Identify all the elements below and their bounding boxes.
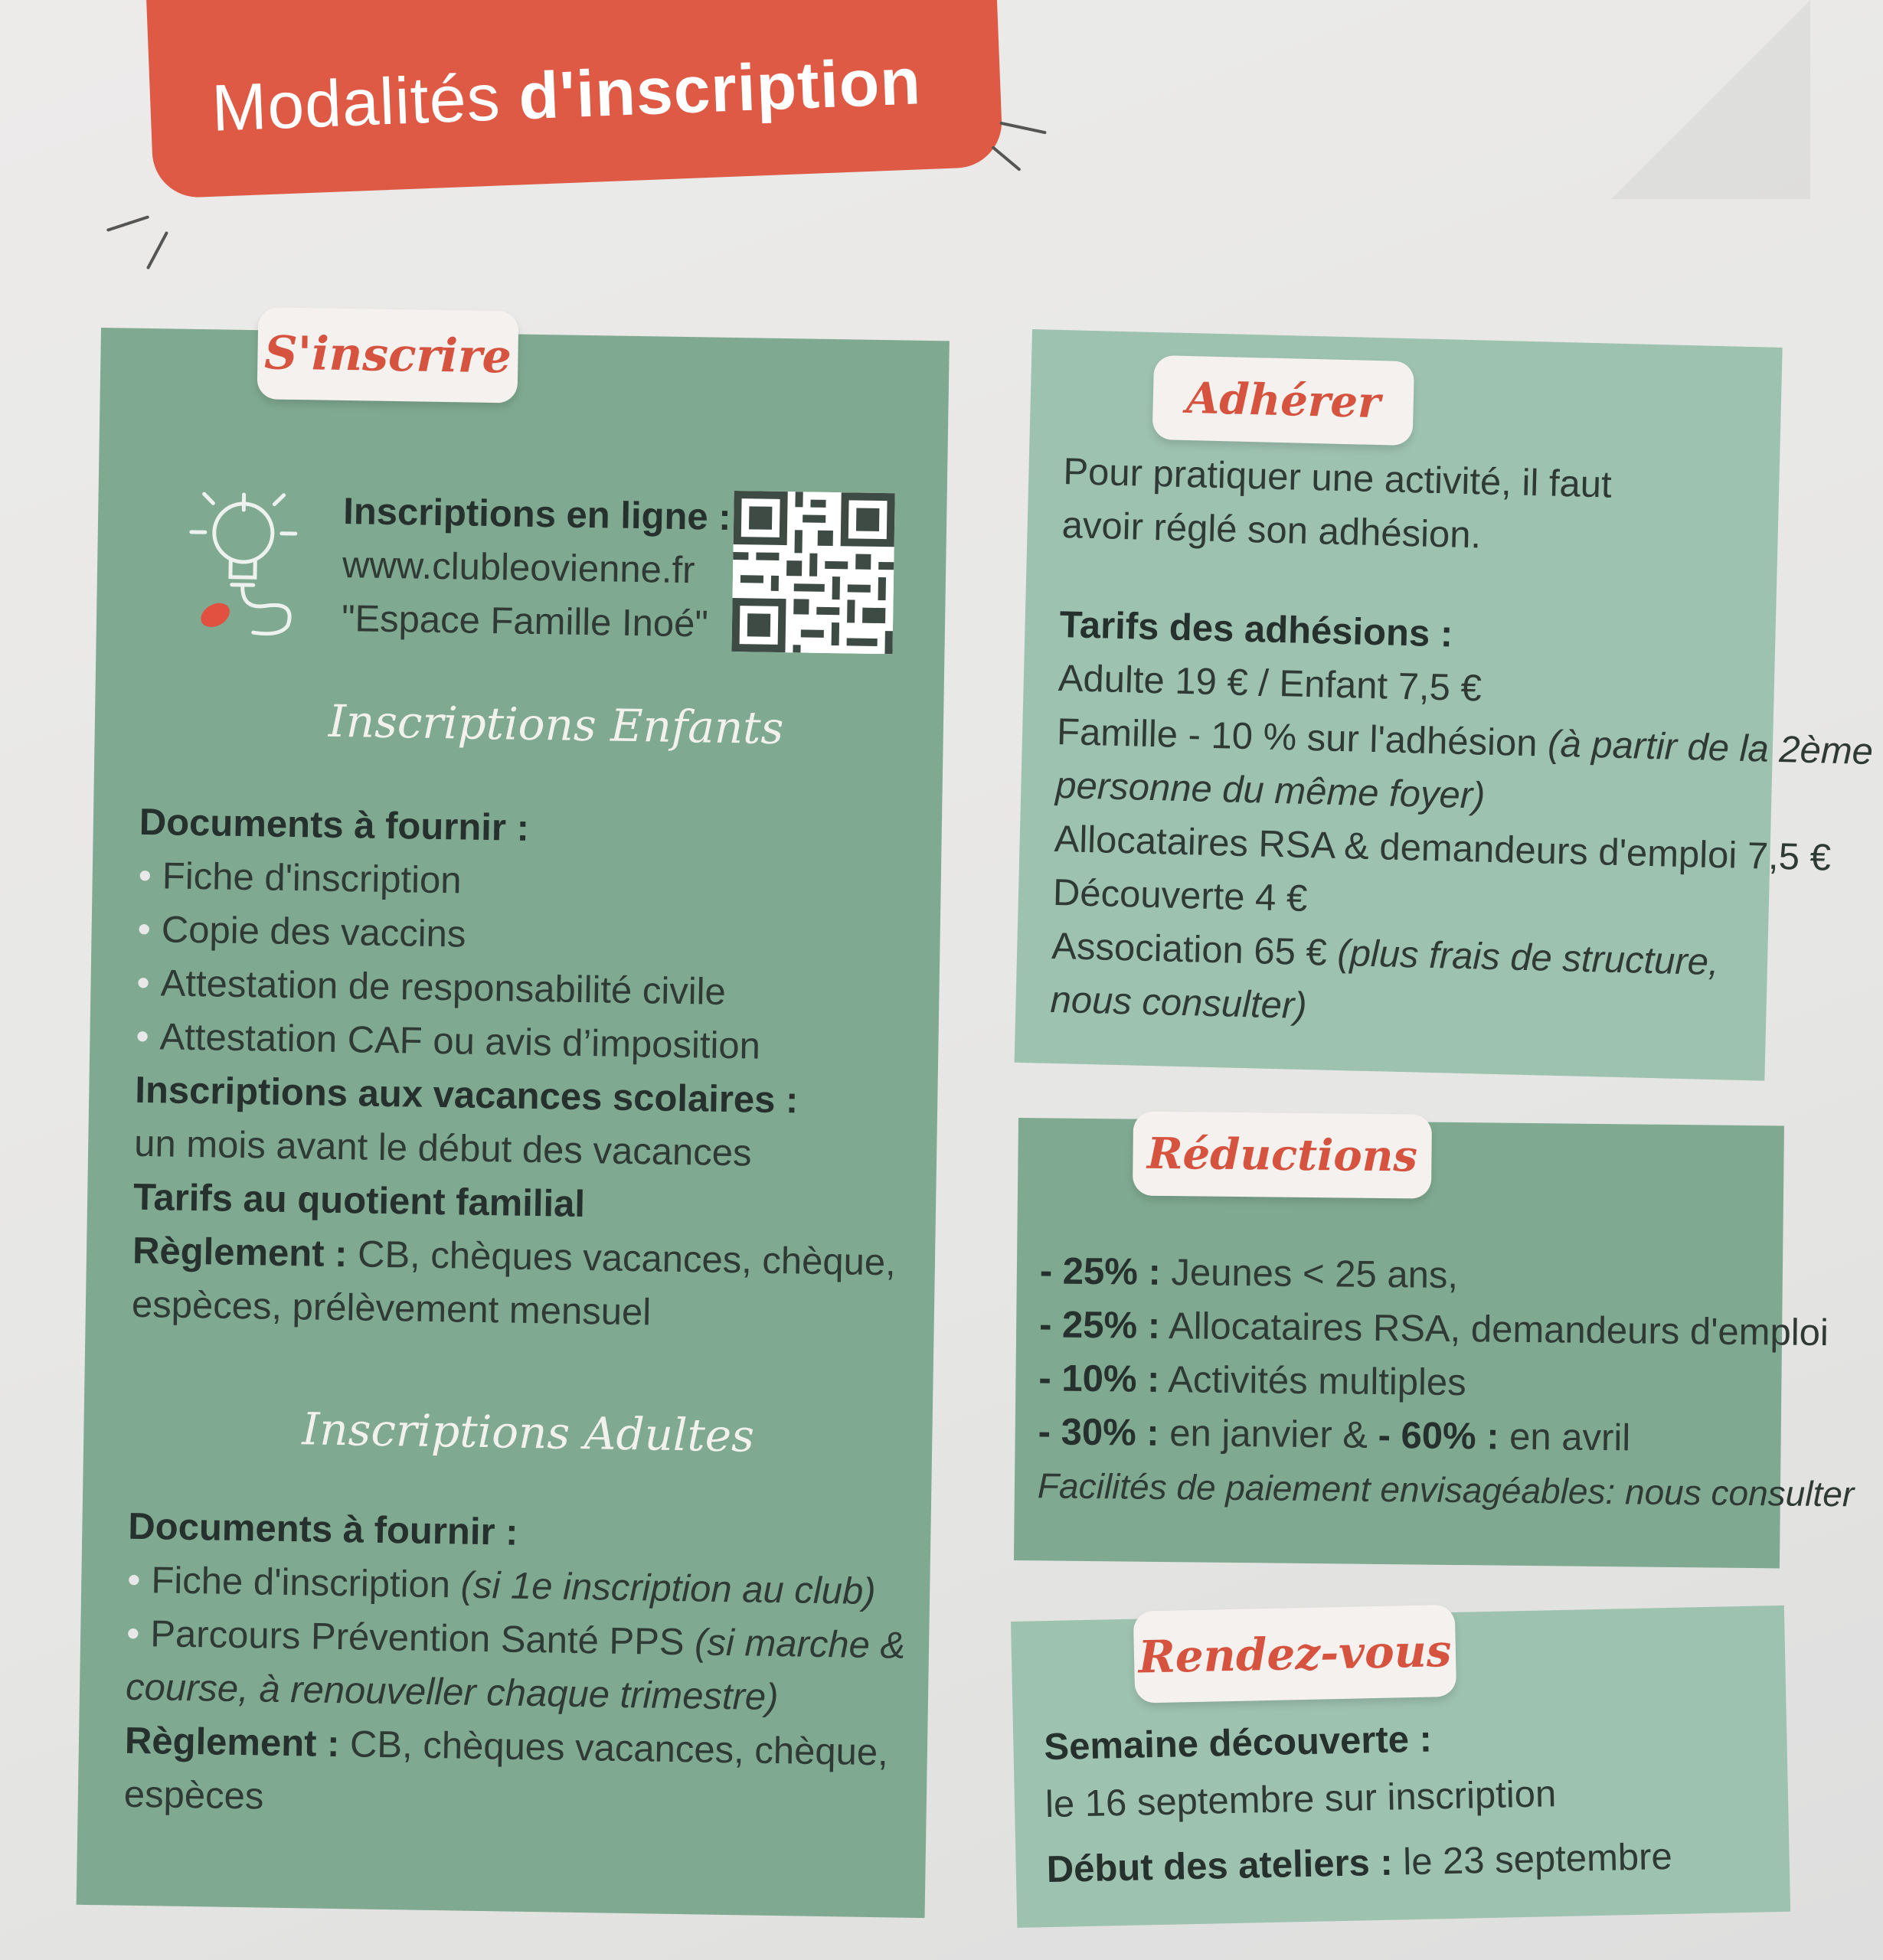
semaine-text: le 16 septembre sur inscription — [1044, 1773, 1557, 1826]
sinscrire-panel — [77, 328, 950, 1918]
enfants-reglement: Règlement : CB, chèques vacances, chèque, — [132, 1230, 897, 1284]
online-space: "Espace Famille Inoé" — [341, 597, 709, 645]
title-banner — [145, 0, 1003, 199]
rendezvous-panel — [1011, 1606, 1790, 1928]
enfants-reglement-cont: espèces, prélèvement mensuel — [131, 1283, 652, 1334]
debut-line: Début des ateliers : le 23 septembre — [1046, 1835, 1673, 1891]
spark-line — [991, 145, 1021, 172]
reduction-note: Facilités de paiement envisagéables: nous consulter — [1037, 1465, 1855, 1514]
enfants-doc-item: • Attestation CAF ou avis d’imposition — [136, 1010, 761, 1073]
spark-line — [999, 122, 1046, 135]
adherer-tarifs-label: Tarifs des adhésions : — [1058, 603, 1453, 655]
adherer-line: Allocataires RSA & demandeurs d'emploi 7,5 € — [1054, 818, 1832, 879]
qr-code[interactable] — [731, 491, 894, 654]
reduction-line: - 25% : Allocataires RSA, demandeurs d'emploi — [1038, 1304, 1829, 1354]
sinscrire-tab: S'inscrire — [257, 307, 519, 403]
adherer-intro: Pour pratiquer une activité, il faut — [1062, 451, 1613, 506]
online-heading: Inscriptions en ligne : — [342, 491, 732, 538]
page-corner — [1611, 0, 1810, 199]
enfants-doc-item: • Copie des vaccins — [137, 903, 466, 962]
adultes-reglement-cont: espèces — [123, 1773, 264, 1818]
enfants-heading: Inscriptions Enfants — [328, 694, 784, 755]
rendezvous-tab: Rendez-vous — [1133, 1605, 1456, 1704]
adherer-line-cont: nous consulter) — [1049, 978, 1308, 1027]
reduction-line: - 30% : en janvier & - 60% : en avril — [1038, 1411, 1631, 1459]
vacances-label: Inscriptions aux vacances scolaires : — [134, 1069, 799, 1122]
adherer-line-cont: personne du même foyer) — [1054, 764, 1486, 817]
vacances-text: un mois avant le début des vacances — [133, 1122, 752, 1174]
adherer-line: Association 65 € (plus frais de structure, — [1051, 925, 1720, 984]
enfants-doc-item: • Attestation de responsabilité civile — [136, 956, 726, 1019]
adherer-intro-cont: avoir réglé son adhésion. — [1061, 505, 1482, 557]
adultes-doc-item-cont: course, à renouveller chaque trimestre) — [125, 1666, 779, 1719]
spark-line — [146, 231, 168, 270]
adultes-heading: Inscriptions Adultes — [301, 1403, 755, 1462]
adherer-line: Découverte 4 € — [1052, 871, 1308, 920]
tarifs-quotient: Tarifs au quotient familial — [132, 1176, 586, 1226]
adherer-line: Adulte 19 € / Enfant 7,5 € — [1058, 657, 1483, 710]
title-light: Modalités — [210, 60, 502, 145]
adultes-doc-item: • Parcours Prévention Santé PPS (si marche & — [126, 1607, 906, 1673]
reductions-panel — [1014, 1118, 1855, 1568]
reduction-line: - 10% : Activités multiples — [1038, 1357, 1466, 1404]
lightbulb-mouse-icon — [181, 479, 313, 642]
enfants-doc-item: • Fiche d'inscription — [138, 849, 462, 908]
adherer-tab: Adhérer — [1152, 355, 1415, 446]
title-bold: d'inscription — [517, 44, 923, 133]
adherer-panel — [1015, 329, 1874, 1081]
spark-line — [106, 215, 149, 232]
enfants-docs-label: Documents à fournir : — [139, 801, 530, 849]
adultes-reglement: Règlement : CB, chèques vacances, chèque, — [124, 1720, 889, 1774]
reduction-line: - 25% : Jeunes < 25 ans, — [1039, 1250, 1459, 1297]
adultes-doc-item: • Fiche d'inscription (si 1e inscription au club) — [127, 1553, 876, 1619]
semaine-label: Semaine découverte : — [1043, 1718, 1433, 1769]
adultes-docs-label: Documents à fournir : — [127, 1505, 518, 1553]
reductions-tab: Réductions — [1133, 1112, 1432, 1199]
adherer-line: Famille - 10 % sur l'adhésion (à partir de la 2ème — [1056, 710, 1874, 773]
online-url[interactable]: www.clubleovienne.fr — [342, 544, 695, 592]
